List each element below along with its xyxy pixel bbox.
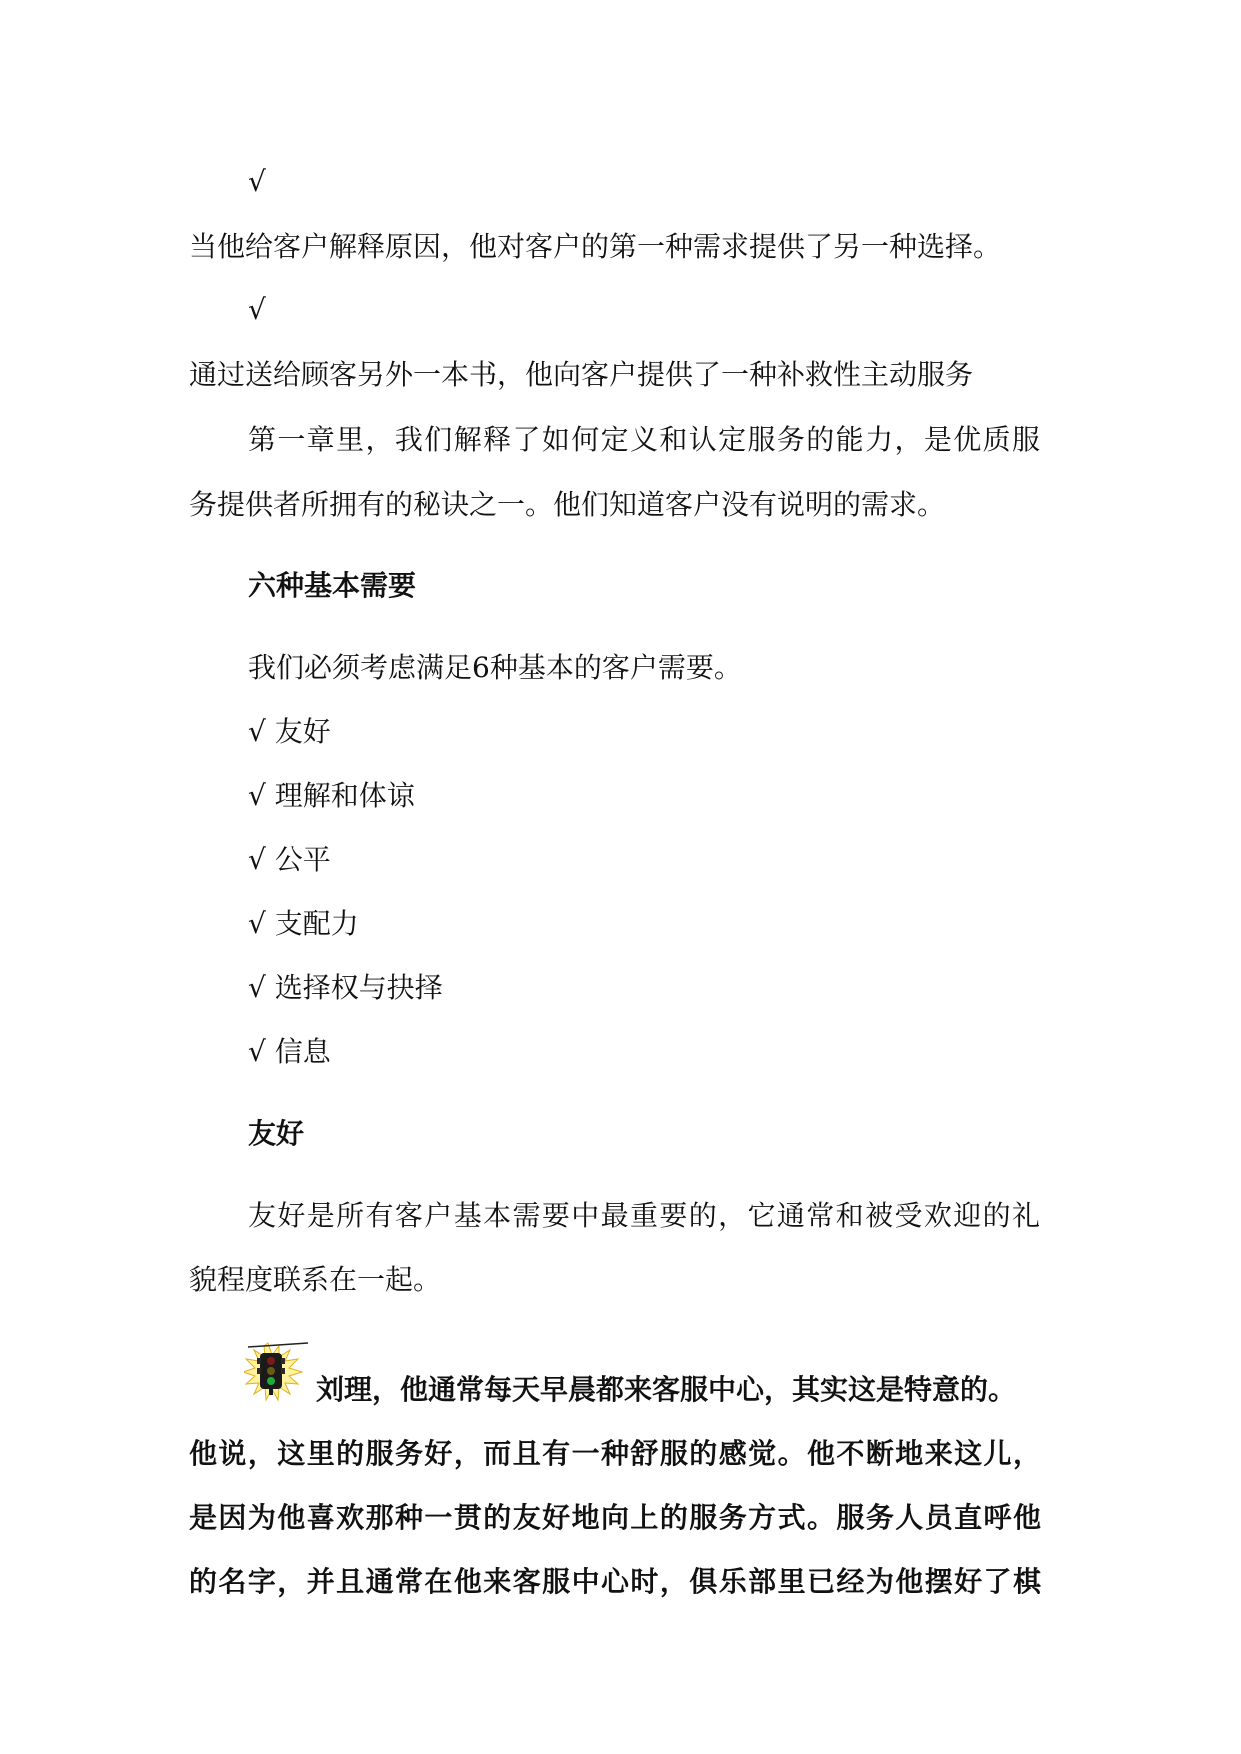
- checkmark-line: √: [248, 293, 266, 326]
- list-item: √ 支配力: [248, 907, 359, 940]
- paragraph-line: 务提供者所拥有的秘诀之一。他们知道客户没有说明的需求。: [189, 488, 946, 521]
- section-intro: 我们必须考虑满足6种基本的客户需要。: [248, 651, 742, 684]
- checkmark-line: √: [248, 165, 266, 198]
- paragraph-line: 貌程度联系在一起。: [189, 1263, 442, 1296]
- list-item: √ 理解和体谅: [248, 779, 415, 812]
- example-text-line: 的名字，并且通常在他来客服中心时，俱乐部里已经为他摆好了棋: [189, 1565, 1041, 1598]
- traffic-light-icon: [244, 1342, 314, 1404]
- example-text-line: 是因为他喜欢那种一贯的友好地向上的服务方式。服务人员直呼他: [189, 1501, 1041, 1534]
- paragraph-line: 友好是所有客户基本需要中最重要的，它通常和被受欢迎的礼: [248, 1199, 1040, 1232]
- list-item: √ 友好: [248, 715, 331, 748]
- paragraph-line: 第一章里，我们解释了如何定义和认定服务的能力，是优质服: [248, 423, 1040, 456]
- list-item: √ 公平: [248, 843, 331, 876]
- example-text-line: 刘理，他通常每天早晨都来客服中心，其实这是特意的。: [316, 1373, 1017, 1406]
- body-text-line: 当他给客户解释原因，他对客户的第一种需求提供了另一种选择。: [189, 230, 1002, 263]
- list-item: √ 选择权与抉择: [248, 971, 443, 1004]
- section-heading: 六种基本需要: [248, 569, 417, 602]
- example-text-line: 他说，这里的服务好，而且有一种舒服的感觉。他不断地来这儿，: [189, 1437, 1041, 1470]
- body-text-line: 通过送给顾客另外一本书，他向客户提供了一种补救性主动服务: [189, 358, 974, 391]
- list-item: √ 信息: [248, 1035, 331, 1068]
- section-heading: 友好: [248, 1117, 305, 1150]
